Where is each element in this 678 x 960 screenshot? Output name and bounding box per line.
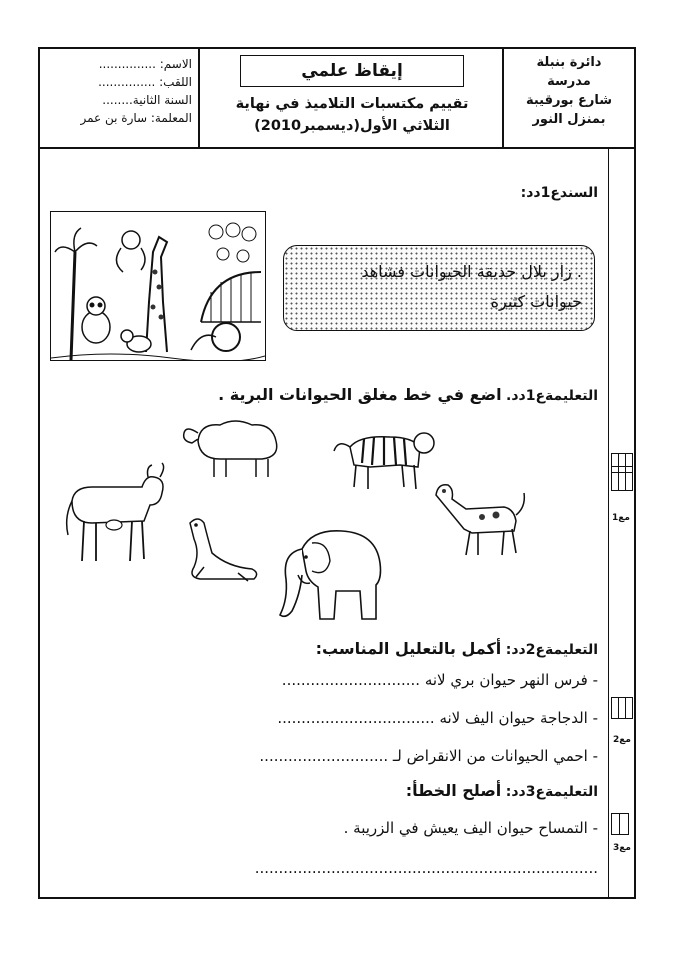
score-label-3: مع3: [613, 843, 631, 853]
q2-line: - احمي الحيوانات من الانقراض لـ ...........................: [259, 747, 598, 765]
name-field: الاسم: ...............: [98, 57, 192, 71]
q3-line: - التمساح حيوان اليف يعيش في الزريبة .: [343, 819, 598, 837]
q2-heading: [316, 639, 598, 658]
school-line: دائرة بنبلة: [536, 55, 602, 70]
school-line: شارع بورقيبة: [525, 93, 613, 108]
q2-line: - فرس النهر حيوان بري لانه .............................: [281, 671, 598, 689]
support-text-line: زار بلال حديقة الحيوانات فشاهد .: [361, 262, 582, 281]
q3-instruction: أصلح الخطأ:: [405, 781, 502, 800]
grade-field: السنة الثانية........: [102, 93, 192, 107]
score-grid-2: [611, 697, 633, 719]
zoo-scene-illustration: [50, 211, 266, 361]
q1-heading: [218, 385, 598, 404]
support-text-box: [283, 245, 595, 331]
q2-label: التعليمةع2دد:: [505, 642, 598, 658]
cow-icon: [62, 461, 172, 565]
elephant-icon: [272, 519, 388, 623]
score-label-1: مع1: [612, 513, 630, 523]
school-line: مدرسة: [547, 74, 591, 89]
score-label-2: مع2: [613, 735, 631, 745]
seal-icon: [178, 513, 262, 583]
subtitle-line: تقييم مكتسبات التلاميذ في نهاية: [235, 96, 469, 112]
q1-instruction: اضع في خط مغلق الحيوانات البرية .: [218, 385, 502, 404]
grading-column: [608, 147, 635, 897]
header: [40, 49, 634, 149]
title-cell: [200, 49, 504, 147]
subtitle-line: الثلاثي الأول(ديسمبر2010): [254, 118, 450, 134]
subtitle: [200, 93, 504, 137]
q3-label: التعليمةع3دد:: [505, 784, 598, 800]
student-info: [40, 49, 200, 147]
sheep-icon: [180, 413, 290, 479]
school-info: [504, 49, 634, 147]
support-label: السندع1دد:: [520, 185, 598, 201]
zoo-scene-icon: [51, 212, 265, 360]
q2-instruction: أكمل بالتعليل المناسب:: [315, 639, 502, 658]
score-grid-3: [611, 813, 629, 835]
q3-answer-line: ........................................................................: [254, 859, 598, 877]
surname-field: اللقب: ...............: [98, 75, 192, 89]
q3-heading: [406, 781, 598, 800]
worksheet: [38, 47, 636, 899]
q2-line: - الدجاجة حيوان اليف لانه .................................: [277, 709, 598, 727]
score-grid-1: [611, 453, 633, 491]
q1-label: التعليمةع1دد.: [506, 388, 598, 404]
support-text-line: حيوانات كثيرة: [490, 292, 582, 311]
tiger-icon: [330, 417, 436, 491]
dog-icon: [432, 479, 528, 557]
teacher-field: المعلمة: سارة بن عمر: [80, 111, 192, 125]
page-title: إيقاظ علمي: [240, 55, 464, 87]
school-line: بمنزل النور: [532, 112, 606, 127]
